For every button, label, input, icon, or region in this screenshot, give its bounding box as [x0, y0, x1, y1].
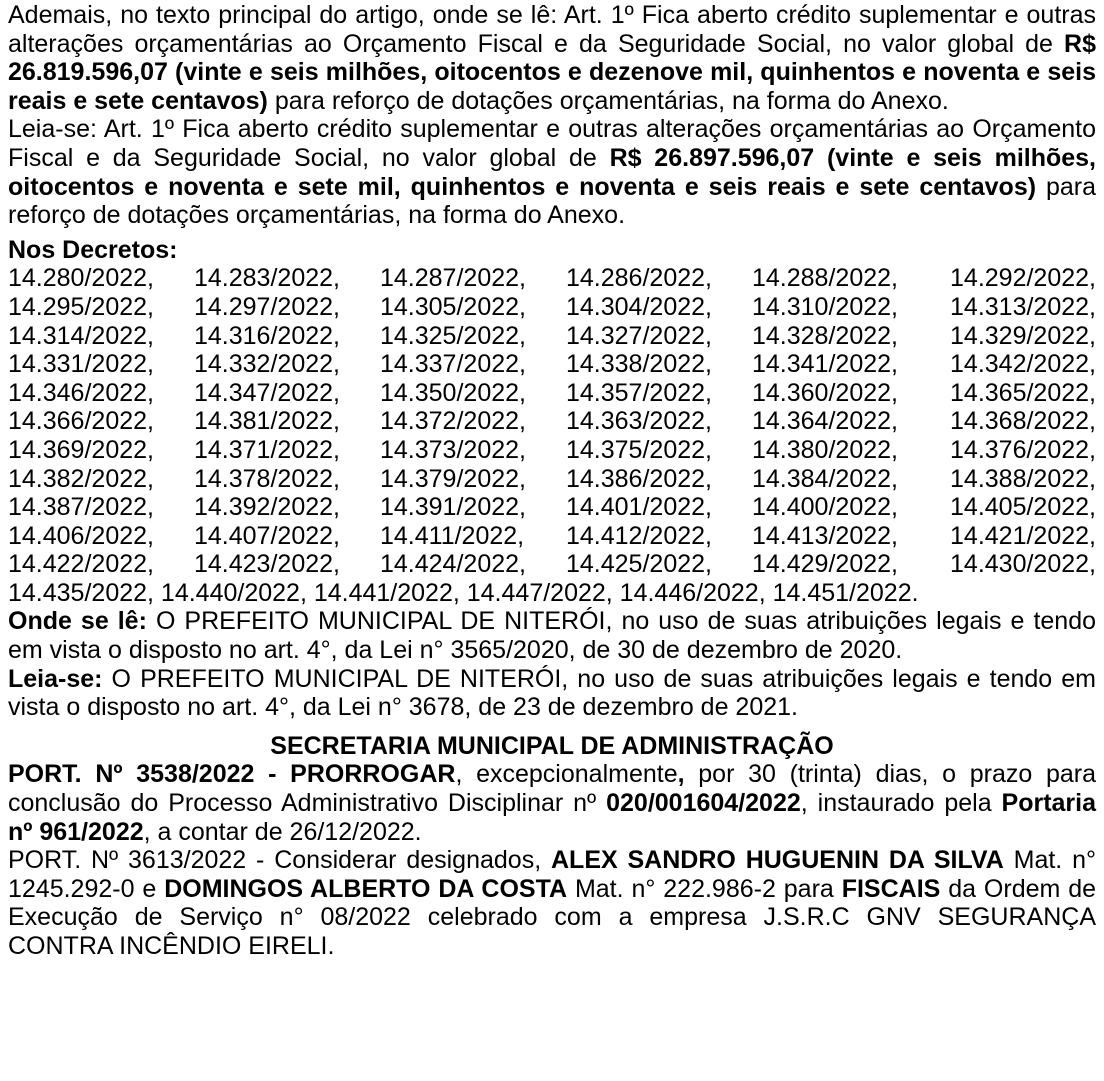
decree-number: 14.421/2022, [950, 521, 1096, 550]
decrees-last-line: 14.435/2022, 14.440/2022, 14.441/2022, 14.447/2022, 14.446/2022, 14.451/2022. [8, 578, 919, 607]
decree-number: 14.379/2022, [380, 464, 526, 493]
decree-number: 14.430/2022, [950, 550, 1096, 579]
decree-row [8, 264, 1096, 293]
decree-number: 14.371/2022, [194, 435, 340, 464]
decree-number: 14.350/2022, [380, 378, 526, 407]
decree-number: 14.332/2022, [194, 350, 340, 379]
bold-run: FISCAIS [841, 874, 941, 903]
onde-se-le-paragraph [8, 607, 1096, 664]
decree-number: 14.425/2022, [566, 550, 712, 579]
decree-number: 14.405/2022, [950, 493, 1096, 522]
decree-number: 14.297/2022, [194, 292, 340, 321]
text-run: , a contar de 26/12/2022. [143, 817, 422, 846]
portaria-3613-paragraph [8, 846, 1096, 960]
bold-amount: R$ 26.897.596,07 (vinte e seis milhões, oitocentos e noventa e sete mil, quinhentos e noventa e seis reais e sete centavos) [8, 143, 1097, 201]
decree-number: 14.387/2022, [8, 493, 154, 522]
text-run: Mat. n° 222.986-2 para [567, 874, 842, 903]
decree-number: 14.413/2022, [752, 521, 898, 550]
decrees-table [8, 264, 1096, 579]
decree-number: 14.314/2022, [8, 321, 154, 350]
decree-number: 14.384/2022, [752, 464, 898, 493]
decree-number: 14.375/2022, [566, 435, 712, 464]
text-run: O PREFEITO MUNICIPAL DE NITERÓI, no uso de suas atribuições legais e tendo em vista o disposto no art. 4°, da Lei n° 3678, de 23 de dezembro de 2021. [8, 664, 1096, 722]
decree-number: 14.365/2022, [950, 378, 1096, 407]
decree-number: 14.288/2022, [752, 264, 898, 293]
decree-number: 14.346/2022, [8, 378, 154, 407]
section-title: SECRETARIA MUNICIPAL DE ADMINISTRAÇÃO [270, 731, 834, 760]
decree-row [8, 322, 1096, 351]
text-run: para reforço de dotações orçamentárias, na forma do Anexo. [267, 86, 949, 115]
document-page [0, 1, 1104, 961]
decree-number: 14.366/2022, [8, 407, 154, 436]
decree-number: 14.357/2022, [566, 378, 712, 407]
decree-number: 14.406/2022, [8, 521, 154, 550]
decree-row [8, 522, 1096, 551]
decrees-heading: Nos Decretos: [8, 235, 178, 264]
decree-number: 14.380/2022, [752, 435, 898, 464]
text-run: Mat. n° 1245.292-0 e [8, 846, 1096, 903]
decree-number: 14.305/2022, [380, 292, 526, 321]
bold-label: Onde se lê: [8, 607, 147, 636]
decree-number: 14.424/2022, [380, 550, 526, 579]
leia-se-paragraph [8, 665, 1096, 722]
bold-run: DOMINGOS ALBERTO DA COSTA [164, 874, 568, 903]
decree-number: 14.295/2022, [8, 292, 154, 321]
text-run: PORT. Nº 3613/2022 - Considerar designados, [8, 846, 551, 875]
text-run: por 30 (trinta) dias, o prazo para conclusão do Processo Administrativo Disciplinar nº [8, 760, 1096, 818]
decree-number: 14.338/2022, [566, 350, 712, 379]
decree-number: 14.316/2022, [194, 321, 340, 350]
decree-number: 14.407/2022, [194, 521, 340, 550]
decree-number: 14.331/2022, [8, 350, 154, 379]
errata-onde-se-le-paragraph [8, 1, 1096, 115]
decree-row [8, 550, 1096, 579]
decree-row [8, 493, 1096, 522]
decree-row [8, 436, 1096, 465]
decree-number: 14.329/2022, [950, 321, 1096, 350]
decree-number: 14.401/2022, [566, 493, 712, 522]
decree-number: 14.412/2022, [566, 521, 712, 550]
decree-number: 14.325/2022, [380, 321, 526, 350]
decree-number: 14.373/2022, [380, 435, 526, 464]
errata-leia-se-paragraph [8, 115, 1096, 229]
bold-run: Portaria nº 961/2022 [8, 789, 1097, 846]
decree-number: 14.341/2022, [752, 350, 898, 379]
text-run: , instaurado pela [800, 789, 1002, 818]
decree-number: 14.342/2022, [950, 350, 1096, 379]
text-run: O PREFEITO MUNICIPAL DE NITERÓI, no uso de suas atribuições legais e tendo em vista o disposto no art. 4°, da Lei n° 3565/2020, de 30 de dezembro de 2020. [8, 607, 1097, 665]
decree-number: 14.378/2022, [194, 464, 340, 493]
decree-number: 14.363/2022, [566, 407, 712, 436]
decree-number: 14.283/2022, [194, 264, 340, 293]
decree-number: 14.347/2022, [194, 378, 340, 407]
portaria-3538-paragraph [8, 760, 1096, 846]
decree-number: 14.391/2022, [380, 493, 526, 522]
text-run: para reforço de dotações orçamentárias, na forma do Anexo. [8, 172, 1097, 230]
decree-number: 14.286/2022, [566, 264, 712, 293]
decree-number: 14.381/2022, [194, 407, 340, 436]
decree-number: 14.382/2022, [8, 464, 154, 493]
decree-row [8, 465, 1096, 494]
bold-amount: R$ 26.819.596,07 (vinte e seis milhões, oitocentos e dezenove mil, quinhentos e noventa e seis reais e sete centavos) [8, 29, 1096, 115]
decree-number: 14.372/2022, [380, 407, 526, 436]
decree-number: 14.310/2022, [752, 292, 898, 321]
text-run: da Ordem de Execução de Serviço n° 08/2022 celebrado com a empresa J.S.R.C GNV SEGURANÇA CONTRA INCÊNDIO EIRELI. [8, 874, 1097, 960]
decree-number: 14.411/2022, [380, 521, 525, 550]
decree-row [8, 379, 1096, 408]
decree-number: 14.292/2022, [950, 264, 1096, 293]
decree-number: 14.327/2022, [566, 321, 712, 350]
decree-number: 14.287/2022, [380, 264, 526, 293]
decree-number: 14.304/2022, [566, 292, 712, 321]
decree-number: 14.360/2022, [752, 378, 898, 407]
decree-number: 14.337/2022, [380, 350, 526, 379]
bold-run: PORT. Nº 3538/2022 - PRORROGAR [8, 760, 456, 789]
bold-run: ALEX SANDRO HUGUENIN DA SILVA [551, 846, 1004, 875]
decree-number: 14.313/2022, [950, 292, 1096, 321]
decree-row [8, 407, 1096, 436]
decree-number: 14.400/2022, [752, 493, 898, 522]
decree-row [8, 293, 1096, 322]
decree-number: 14.386/2022, [566, 464, 712, 493]
text-run: Leia-se: Art. 1º Fica aberto crédito suplementar e outras alterações orçamentárias ao Orçamento Fiscal e da Seguridade Social, no valor global de [8, 115, 1096, 172]
decree-number: 14.328/2022, [752, 321, 898, 350]
decree-row [8, 350, 1096, 379]
bold-run: 020/001604/2022 [606, 789, 801, 818]
decree-number: 14.422/2022, [8, 550, 154, 579]
bold-run: , [677, 760, 685, 789]
decree-number: 14.280/2022, [8, 264, 154, 293]
decree-number: 14.388/2022, [950, 464, 1096, 493]
decree-number: 14.368/2022, [950, 407, 1096, 436]
decree-number: 14.423/2022, [194, 550, 340, 579]
decree-number: 14.392/2022, [194, 493, 340, 522]
text-run: Ademais, no texto principal do artigo, onde se lê: Art. 1º Fica aberto crédito suplementar e outras alterações orçamentárias ao Orçamento Fiscal e da Seguridade Social, no valor global de [8, 1, 1096, 58]
text-run: , excepcionalmente [455, 760, 678, 789]
decree-number: 14.376/2022, [950, 435, 1096, 464]
decree-number: 14.369/2022, [8, 435, 154, 464]
bold-label: Leia-se: [8, 664, 103, 693]
decree-number: 14.364/2022, [752, 407, 898, 436]
decree-number: 14.429/2022, [752, 550, 898, 579]
